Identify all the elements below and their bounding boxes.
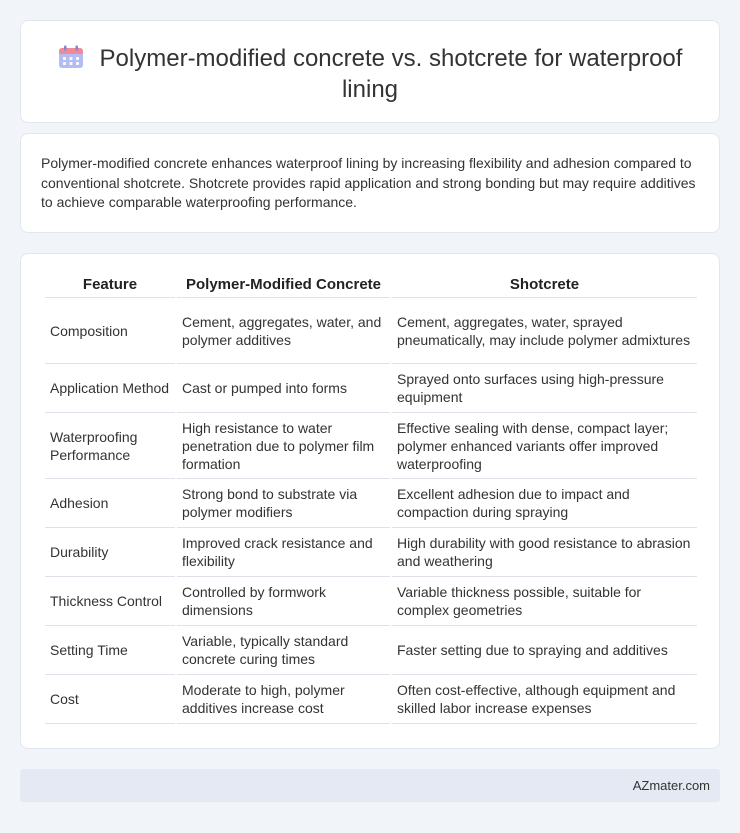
- intro-card: [20, 133, 720, 233]
- table-row: [45, 413, 697, 479]
- feature-cell: Thickness Control: [45, 577, 175, 626]
- shotcrete-cell: Effective sealing with dense, compact layer; polymer enhanced variants offer improved waterproofing: [392, 413, 697, 479]
- footer-brand: AZmater.com: [632, 778, 710, 793]
- table-row: [45, 626, 697, 675]
- column-header-feature: Feature: [45, 272, 175, 298]
- feature-cell: Adhesion: [45, 479, 175, 528]
- feature-cell: Cost: [45, 675, 175, 724]
- table-row: [45, 298, 697, 364]
- table-row: [45, 675, 697, 724]
- table-header-row: [45, 272, 697, 298]
- calendar-icon: [58, 45, 84, 69]
- comparison-card: [20, 253, 720, 749]
- feature-cell: Setting Time: [45, 626, 175, 675]
- shotcrete-cell: Variable thickness possible, suitable for complex geometries: [392, 577, 697, 626]
- pmc-cell: Moderate to high, polymer additives increase cost: [177, 675, 390, 724]
- page-title-text: Polymer-modified concrete vs. shotcrete for waterproof lining: [99, 45, 683, 103]
- table-row: [45, 528, 697, 577]
- pmc-cell: High resistance to water penetration due to polymer film formation: [177, 413, 390, 479]
- feature-cell: Application Method: [45, 364, 175, 413]
- shotcrete-cell: Excellent adhesion due to impact and compaction during spraying: [392, 479, 697, 528]
- intro-paragraph: Polymer-modified concrete enhances waterproof lining by increasing flexibility and adhesion compared to conventional shotcrete. Shotcrete provides rapid application and strong bonding but may require additives to achieve comparable waterproofing performance.: [41, 155, 696, 210]
- page-title: [21, 43, 719, 105]
- pmc-cell: Controlled by formwork dimensions: [177, 577, 390, 626]
- column-header-polymer-modified-concrete: Polymer-Modified Concrete: [177, 272, 390, 298]
- shotcrete-cell: High durability with good resistance to abrasion and weathering: [392, 528, 697, 577]
- footer-bar: [20, 769, 720, 802]
- pmc-cell: Improved crack resistance and flexibility: [177, 528, 390, 577]
- table-row: [45, 479, 697, 528]
- column-header-shotcrete: Shotcrete: [392, 272, 697, 298]
- feature-cell: Durability: [45, 528, 175, 577]
- feature-cell: Waterproofing Performance: [45, 413, 175, 479]
- pmc-cell: Strong bond to substrate via polymer modifiers: [177, 479, 390, 528]
- shotcrete-cell: Faster setting due to spraying and additives: [392, 626, 697, 675]
- shotcrete-cell: Cement, aggregates, water, sprayed pneumatically, may include polymer admixtures: [392, 298, 697, 364]
- table-row: [45, 577, 697, 626]
- shotcrete-cell: Often cost-effective, although equipment and skilled labor increase expenses: [392, 675, 697, 724]
- table-row: [45, 364, 697, 413]
- comparison-table: [43, 272, 699, 724]
- pmc-cell: Cast or pumped into forms: [177, 364, 390, 413]
- shotcrete-cell: Sprayed onto surfaces using high-pressure equipment: [392, 364, 697, 413]
- pmc-cell: Cement, aggregates, water, and polymer additives: [177, 298, 390, 364]
- title-card: [20, 20, 720, 123]
- feature-cell: Composition: [45, 298, 175, 364]
- pmc-cell: Variable, typically standard concrete curing times: [177, 626, 390, 675]
